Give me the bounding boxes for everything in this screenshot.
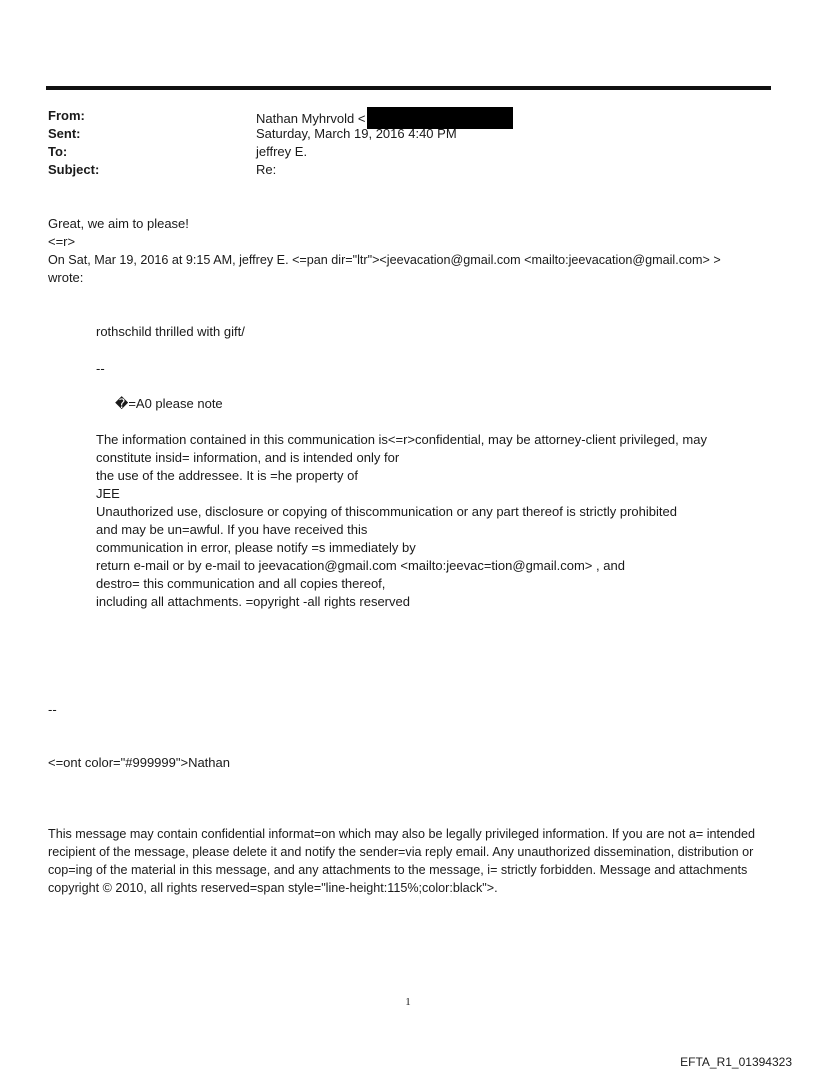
- quote-intro: On Sat, Mar 19, 2016 at 9:15 AM, jeffrey E. <=pan dir="ltr"><jeevacation@gmail.com <mailto:jeevacation@gmail.com> >: [48, 253, 721, 267]
- disclaimer-line: Unauthorized use, disclosure or copying of thiscommunication or any part thereof is strictly prohibited: [96, 504, 677, 519]
- sent-label: Sent:: [48, 126, 81, 141]
- disclaimer-line: and may be un=awful. If you have received this: [96, 522, 368, 537]
- disclaimer-line: The information contained in this communication is<=r>confidential, may be attorney-client privileged, may: [96, 432, 707, 447]
- bates-number: EFTA_R1_01394323: [680, 1055, 792, 1069]
- disclaimer-line: return e-mail or by e-mail to jeevacation@gmail.com <mailto:jeevac=tion@gmail.com> , and: [96, 558, 625, 573]
- artifact-line: <=r>: [48, 234, 76, 249]
- disclaimer-line: the use of the addressee. It is =he property of: [96, 468, 358, 483]
- disclaimer-line: constitute insid= information, and is intended only for: [96, 450, 400, 465]
- disclaimer-line: communication in error, please notify =s immediately by: [96, 540, 416, 555]
- disclaimer-line: destro= this communication and all copies thereof,: [96, 576, 386, 591]
- page-number: 1: [405, 996, 411, 1008]
- quoted-message: rothschild thrilled with gift/: [96, 324, 245, 339]
- footer-disclaimer: This message may contain confidential informat=on which may also be legally privileged information. If you are not a= intended recipient of the message, please delete it and notify the sender=via reply email. Any unauthorized dissemination, distribution or cop=ing of the material in this message, and any attachments to the message, i= strictly forbidden. Message and attachments copyright © 2010, all rights reserved=span style="line-height:115%;color:black">.: [48, 827, 756, 895]
- subject-value: Re:: [256, 162, 277, 177]
- greeting: Great, we aim to please!: [48, 216, 189, 231]
- subject-label: Subject:: [48, 162, 100, 177]
- please-note: �=A0 please note: [115, 396, 223, 411]
- to-value: jeffrey E.: [256, 144, 308, 159]
- sent-value: Saturday, March 19, 2016 4:40 PM: [256, 126, 457, 141]
- signature-separator: --: [48, 702, 57, 717]
- disclaimer-line: including all attachments. =opyright -all rights reserved: [96, 594, 410, 609]
- disclaimer-line: JEE: [96, 486, 120, 501]
- to-label: To:: [48, 144, 68, 159]
- from-label: From:: [48, 108, 85, 123]
- from-name: Nathan Myhrvold <: [256, 111, 366, 126]
- signature-name: <=ont color="#999999">Nathan: [48, 755, 230, 770]
- wrote-line: wrote:: [48, 270, 84, 285]
- quoted-sig-separator: --: [96, 361, 105, 376]
- header-rule: [46, 86, 771, 90]
